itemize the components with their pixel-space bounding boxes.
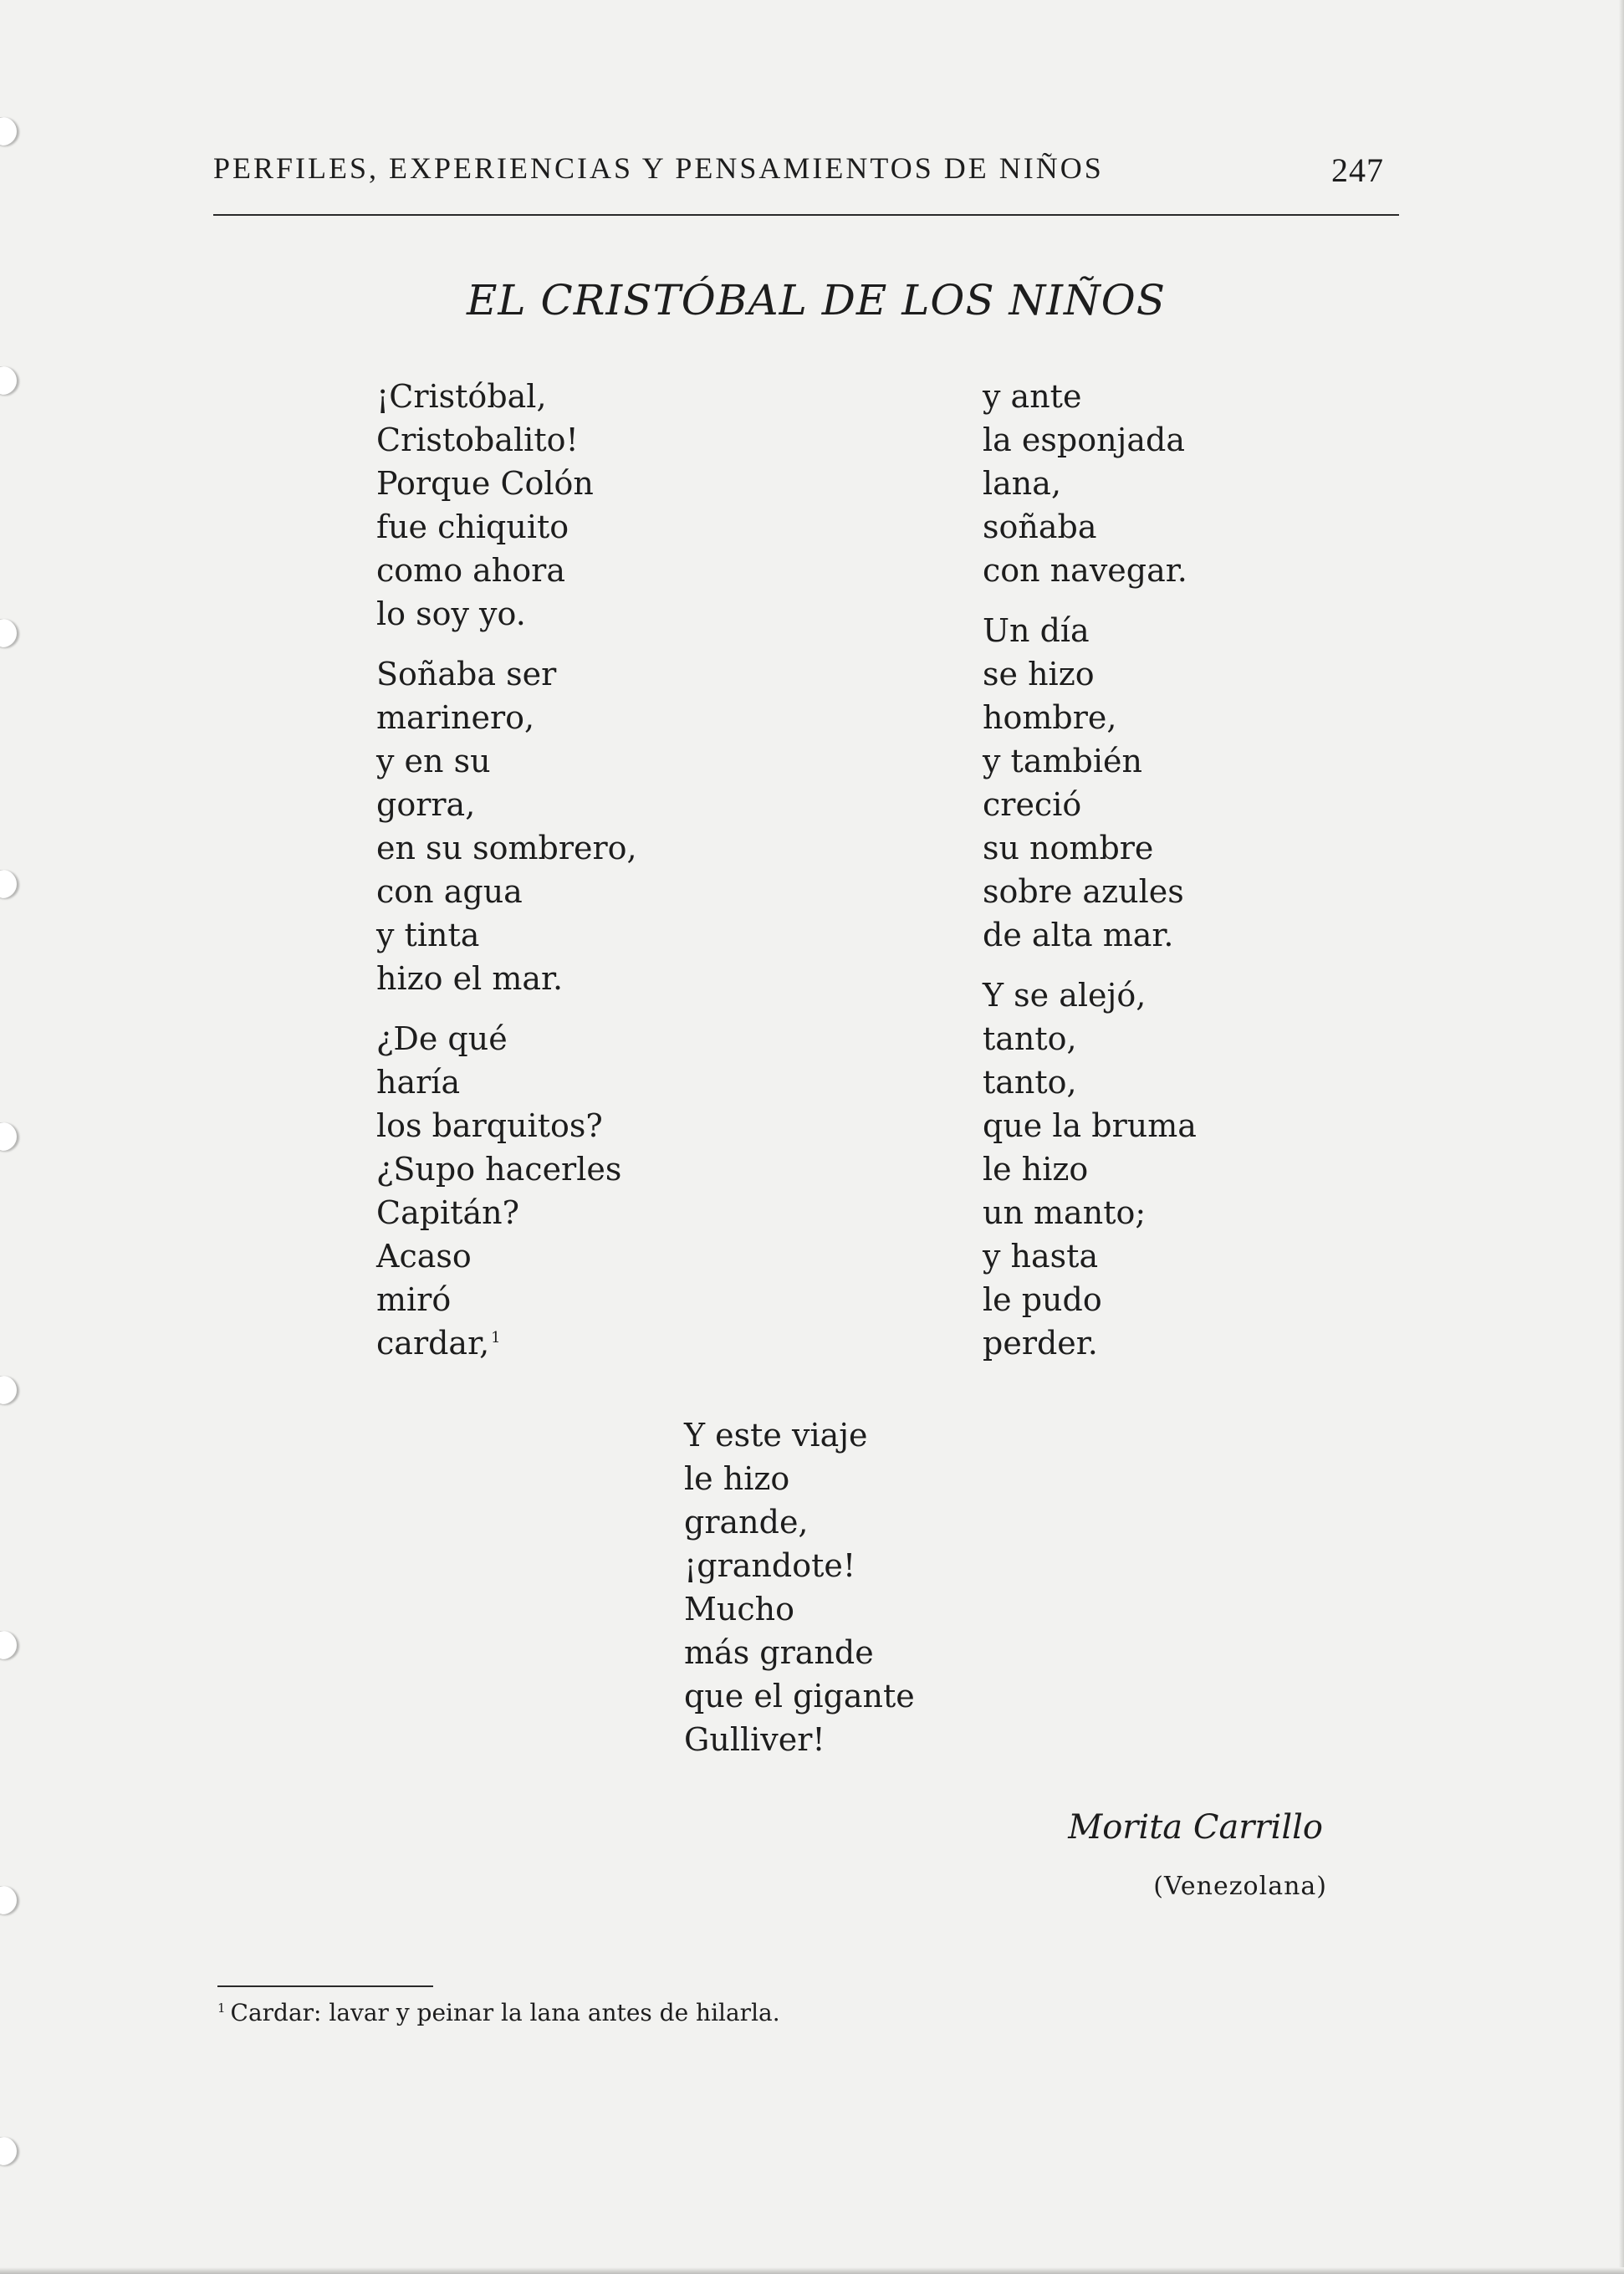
poem-line: Un día xyxy=(983,612,1090,649)
stanza xyxy=(983,973,1197,1365)
punch-hole xyxy=(0,1122,17,1151)
poem-line: fue chiquito xyxy=(376,508,569,545)
poem-line: lana, xyxy=(983,465,1062,502)
author-name: Morita Carrillo xyxy=(1068,1808,1323,1847)
poem-line: la esponjada xyxy=(983,422,1185,458)
poem-line: Y se alejó, xyxy=(983,977,1147,1014)
poem-line: que la bruma xyxy=(983,1107,1197,1144)
footnote-marker: 1 xyxy=(491,1329,501,1347)
stanza xyxy=(983,375,1197,592)
poem-line: ¡Cristóbal, xyxy=(376,378,547,415)
poem-line-text: cardar, xyxy=(376,1325,490,1362)
page-edge xyxy=(1619,0,1624,2274)
poem-line xyxy=(376,1321,637,1365)
poem-column-right xyxy=(983,375,1197,1382)
header-rule xyxy=(213,214,1399,216)
poem-line: le hizo xyxy=(684,1460,790,1497)
poem-line: grande, xyxy=(684,1504,809,1541)
poem-line: Acaso xyxy=(376,1238,472,1275)
poem-line: de alta mar. xyxy=(983,917,1174,953)
footnote-number: 1 xyxy=(217,2000,226,2016)
poem-line: y en su xyxy=(376,743,491,779)
poem-column-center xyxy=(684,1413,915,1778)
stanza xyxy=(983,609,1197,957)
poem-line: tanto, xyxy=(983,1064,1077,1101)
poem-line: Soñaba ser xyxy=(376,656,557,692)
poem-line: Capitán? xyxy=(376,1194,519,1231)
poem-line: Porque Colón xyxy=(376,465,594,502)
poem-line: más grande xyxy=(684,1634,874,1671)
poem-line: Mucho xyxy=(684,1591,795,1628)
footnote xyxy=(217,1999,780,2026)
poem-line: le hizo xyxy=(983,1151,1089,1188)
running-header xyxy=(213,151,1399,192)
stanza xyxy=(376,1017,637,1365)
punch-hole xyxy=(0,366,17,395)
stanza xyxy=(684,1413,915,1761)
poem-line: los barquitos? xyxy=(376,1107,603,1144)
poem-line: su nombre xyxy=(983,830,1154,866)
poem-line: haría xyxy=(376,1064,461,1101)
punch-hole xyxy=(0,1376,17,1404)
author-nationality: (Venezolana) xyxy=(1153,1872,1327,1901)
poem-line: en su sombrero, xyxy=(376,830,637,866)
page-number: 247 xyxy=(1331,151,1384,189)
poem-line: un manto; xyxy=(983,1194,1147,1231)
footnote-rule xyxy=(217,1985,433,1987)
poem-line: marinero, xyxy=(376,699,535,736)
poem-title: EL CRISTÓBAL DE LOS NIÑOS xyxy=(466,276,1167,324)
footnote-text: Cardar: lavar y peinar la lana antes de hilarla. xyxy=(230,1999,780,2026)
poem-line: sobre azules xyxy=(983,873,1184,910)
punch-hole xyxy=(0,619,17,647)
poem-line: tanto, xyxy=(983,1020,1077,1057)
poem-line: le pudo xyxy=(983,1281,1102,1318)
stanza xyxy=(376,652,637,1000)
poem-line: y ante xyxy=(983,378,1082,415)
poem-column-left xyxy=(376,375,637,1382)
punch-hole xyxy=(0,1631,17,1659)
poem-line: y también xyxy=(983,743,1142,779)
page-edge xyxy=(0,2267,1624,2274)
poem-line: con agua xyxy=(376,873,523,910)
poem-line: perder. xyxy=(983,1325,1098,1362)
poem-line: gorra, xyxy=(376,786,476,823)
stanza xyxy=(376,375,637,636)
punch-hole xyxy=(0,870,17,898)
punch-hole xyxy=(0,117,17,146)
poem-line: ¿Supo hacerles xyxy=(376,1151,622,1188)
punch-hole xyxy=(0,1886,17,1914)
poem-line: hombre, xyxy=(983,699,1117,736)
poem-line: y tinta xyxy=(376,917,480,953)
poem-line: Gulliver! xyxy=(684,1721,825,1758)
poem-line: hizo el mar. xyxy=(376,960,564,997)
poem-line: creció xyxy=(983,786,1082,823)
poem-line: lo soy yo. xyxy=(376,595,526,632)
poem-line: ¿De qué xyxy=(376,1020,508,1057)
poem-line: ¡grandote! xyxy=(684,1547,856,1584)
poem-line: como ahora xyxy=(376,552,565,589)
poem-line: Y este viaje xyxy=(684,1417,868,1454)
poem-line: con navegar. xyxy=(983,552,1187,589)
poem-line: se hizo xyxy=(983,656,1095,692)
poem-line: que el gigante xyxy=(684,1678,915,1714)
running-title: PERFILES, EXPERIENCIAS Y PENSAMIENTOS DE NIÑOS xyxy=(213,151,1104,185)
punch-hole xyxy=(0,2137,17,2165)
poem-line: soñaba xyxy=(983,508,1097,545)
poem-line: miró xyxy=(376,1281,452,1318)
poem-line: Cristobalito! xyxy=(376,422,579,458)
poem-line: y hasta xyxy=(983,1238,1099,1275)
